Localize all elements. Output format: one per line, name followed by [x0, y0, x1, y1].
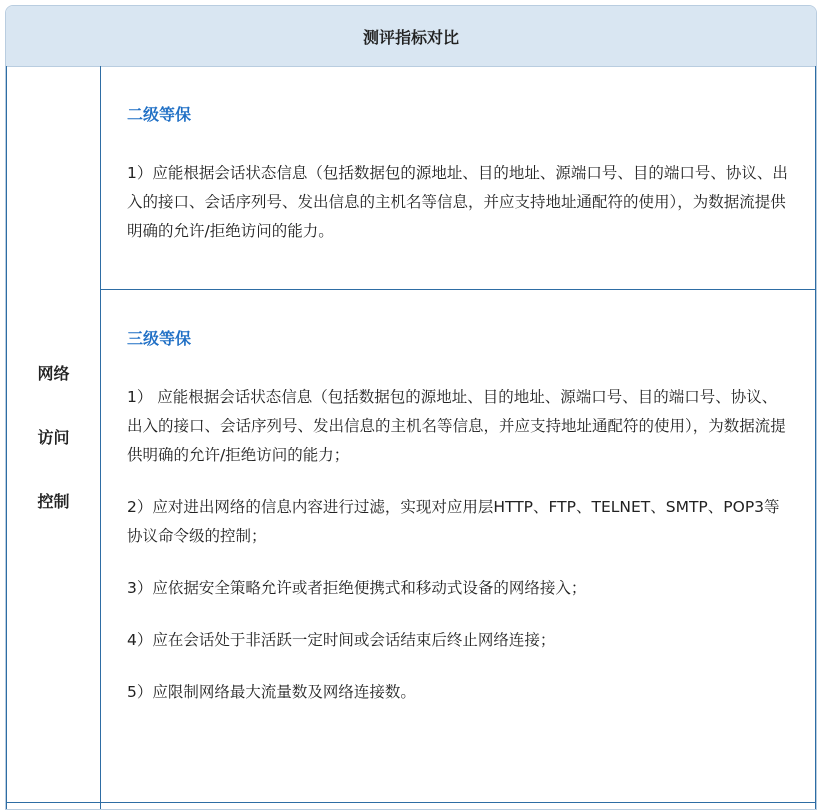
comparison-table	[5, 5, 817, 810]
category-cell	[6, 66, 101, 809]
category-line-1: 网络	[37, 363, 70, 383]
header-title: 测评指标对比	[362, 27, 459, 47]
table-bottom-border	[6, 802, 816, 803]
level3-item-1: 1） 应能根据会话状态信息（包括数据包的源地址、目的地址、源端口号、目的端口号、协议、出入的接口、会话序列号、发出信息的主机名等信息，并应支持地址通配符的使用），为数据流提供明确的允许/拒绝访问的能力；	[127, 388, 786, 464]
requirements-cell	[101, 66, 816, 809]
level2-item-1: 1）应能根据会话状态信息（包括数据包的源地址、目的地址、源端口号、目的端口号、协议、出入的接口、会话序列号、发出信息的主机名等信息，并应支持地址通配符的使用），为数据流提供明确的允许/拒绝访问的能力。	[127, 164, 788, 240]
level2-section	[101, 66, 815, 290]
level3-item-2: 2）应对进出网络的信息内容进行过滤，实现对应用层HTTP、FTP、TELNET、SMTP、POP3等协议命令级的控制；	[127, 498, 780, 545]
table-body-row	[6, 66, 816, 809]
category-line-2: 访问	[37, 427, 70, 447]
level3-item-5: 5）应限制网络最大流量数及网络连接数。	[127, 683, 416, 701]
level3-title: 三级等保	[127, 329, 192, 348]
category-line-3: 控制	[37, 491, 70, 511]
level3-item-3: 3）应依据安全策略允许或者拒绝便携式和移动式设备的网络接入；	[127, 579, 587, 597]
level3-section	[101, 290, 815, 809]
level2-title: 二级等保	[127, 105, 192, 124]
level3-item-4: 4）应在会话处于非活跃一定时间或会话结束后终止网络连接；	[127, 631, 556, 649]
table-header	[6, 6, 816, 67]
